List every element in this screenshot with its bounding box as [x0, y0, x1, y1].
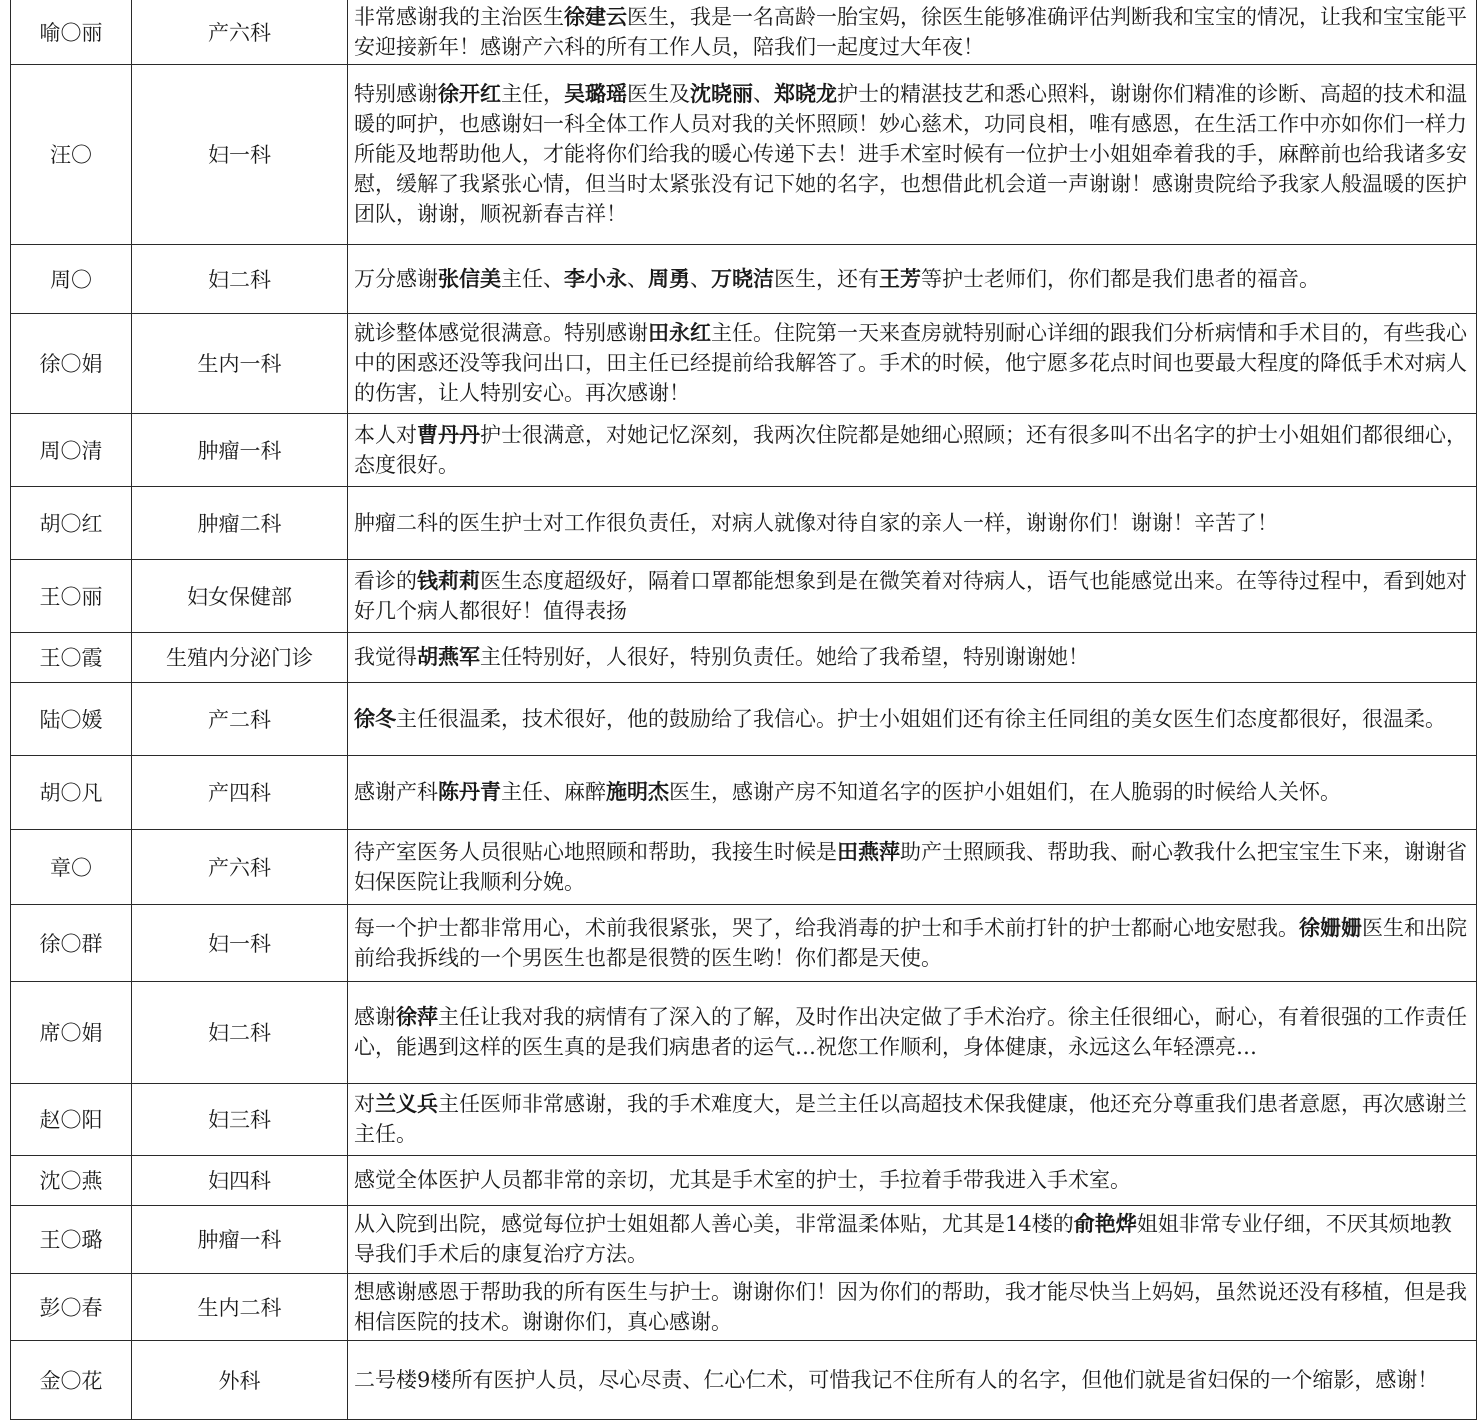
- department-cell: 妇一科: [132, 64, 348, 244]
- staff-name-highlight: 郑晓龙: [774, 81, 837, 106]
- staff-name-highlight: 万晓洁: [711, 265, 774, 291]
- message-text: 主任很温柔，技术很好，他的鼓励给了我信心。护士小姐姐们还有徐主任同组的美女医生们态度都很好，很温柔。: [396, 706, 1446, 731]
- patient-name-cell: 金〇花: [11, 1340, 132, 1419]
- department-cell: 产六科: [132, 0, 348, 64]
- department-cell: 产四科: [132, 755, 348, 829]
- patient-name-cell: 王〇璐: [11, 1205, 132, 1273]
- feedback-message-cell: [348, 413, 1477, 486]
- message-text: 每一个护士都非常用心，术前我很紧张，哭了，给我消毒的护士和手术前打针的护士都耐心地安慰我。: [354, 915, 1299, 940]
- table-row: [11, 413, 1477, 486]
- department-cell: 肿瘤一科: [132, 1205, 348, 1273]
- feedback-message-cell: [348, 682, 1477, 755]
- staff-name-highlight: 田燕萍: [837, 838, 900, 864]
- patient-name-cell: 王〇霞: [11, 632, 132, 682]
- table-row: [11, 829, 1477, 904]
- message-text: 主任医师非常感谢，我的手术难度大，是兰主任以高超技术保我健康，他还充分尊重我们患者意愿，再次感谢兰主任。: [354, 1092, 1467, 1146]
- department-cell: 生内一科: [132, 313, 348, 413]
- feedback-message-cell: [348, 1083, 1477, 1155]
- message-text: 医生，感谢产房不知道名字的医护小姐姐们，在人脆弱的时候给人关怀。: [669, 780, 1341, 804]
- table-row: [11, 981, 1477, 1083]
- message-text: 医生态度超级好，隔着口罩都能想象到是在微笑着对待病人，语气也能感觉出来。在等待过程中，看到她对好几个病人都很好！值得表扬: [354, 568, 1467, 623]
- staff-name-highlight: 沈晓丽: [690, 81, 753, 106]
- table-row: [11, 755, 1477, 829]
- patient-name-cell: 胡〇凡: [11, 755, 132, 829]
- feedback-table-body: [11, 0, 1477, 1419]
- staff-name-highlight: 徐姗姗: [1299, 914, 1362, 940]
- patient-name-cell: 章〇: [11, 829, 132, 904]
- table-row: [11, 1083, 1477, 1155]
- patient-name-cell: 周〇: [11, 244, 132, 313]
- department-cell: 产六科: [132, 829, 348, 904]
- table-row: [11, 904, 1477, 981]
- patient-name-cell: 赵〇阳: [11, 1083, 132, 1155]
- staff-name-highlight: 吴璐瑶: [564, 81, 627, 106]
- message-text: 就诊整体感觉很满意。特别感谢: [354, 321, 648, 345]
- patient-name-cell: 沈〇燕: [11, 1155, 132, 1205]
- staff-name-highlight: 钱莉莉: [417, 567, 480, 593]
- message-text: 医生，我是一名高龄一胎宝妈，徐医生能够准确评估判断我和宝宝的情况，让我和宝宝能平安迎接新年！感谢产六科的所有工作人员，陪我们一起度过大年夜！: [354, 4, 1467, 59]
- staff-name-highlight: 施明杰: [606, 779, 669, 804]
- table-row: [11, 559, 1477, 632]
- department-cell: 妇女保健部: [132, 559, 348, 632]
- message-text: 想感谢感恩于帮助我的所有医生与护士。谢谢你们！因为你们的帮助，我才能尽快当上妈妈，虽然说还没有移植，但是我相信医院的技术。谢谢你们，真心感谢。: [354, 1279, 1467, 1334]
- table-row: [11, 1155, 1477, 1205]
- patient-name-cell: 席〇娟: [11, 981, 132, 1083]
- message-text: 从入院到出院，感觉每位护士姐姐都人善心美，非常温柔体贴，尤其是14楼的: [354, 1212, 1074, 1236]
- department-cell: 妇四科: [132, 1155, 348, 1205]
- message-text: 主任，: [501, 82, 564, 106]
- patient-name-cell: 徐〇娟: [11, 313, 132, 413]
- staff-name-highlight: 张信美: [438, 265, 501, 291]
- message-text: 看诊的: [354, 568, 417, 593]
- table-row: [11, 632, 1477, 682]
- message-text: 特别感谢: [354, 82, 438, 106]
- department-cell: 肿瘤一科: [132, 413, 348, 486]
- feedback-message-cell: [348, 904, 1477, 981]
- message-text: 医生和出院前给我拆线的一个男医生也都是很赞的医生哟！你们都是天使。: [354, 915, 1467, 970]
- message-text: 助产士照顾我、帮助我、耐心教我什么把宝宝生下来，谢谢省妇保医院让我顺利分娩。: [354, 839, 1467, 894]
- department-cell: 妇二科: [132, 244, 348, 313]
- feedback-message-cell: [348, 1273, 1477, 1340]
- department-cell: 肿瘤二科: [132, 486, 348, 559]
- message-text: 主任让我对我的病情有了深入的了解，及时作出决定做了手术治疗。徐主任很细心，耐心，有着很强的工作责任心，能遇到这样的医生真的是我们病患者的运气…祝您工作顺利，身体健康，永远这么年轻漂亮…: [354, 1005, 1467, 1059]
- message-text: 感谢: [354, 1005, 396, 1029]
- message-text: 医生，还有: [774, 266, 879, 291]
- feedback-message-cell: [348, 0, 1477, 64]
- message-text: 主任。住院第一天来查房就特别耐心详细的跟我们分析病情和手术目的，有些我心中的困惑还没等我问出口，田主任已经提前给我解答了。手术的时候，他宁愿多花点时间也要最大程度的降低手术对病人的伤害，让人特别安心。再次感谢！: [354, 321, 1467, 405]
- patient-name-cell: 王〇丽: [11, 559, 132, 632]
- feedback-message-cell: [348, 981, 1477, 1083]
- message-text: 护士很满意，对她记忆深刻，我两次住院都是她细心照顾；还有很多叫不出名字的护士小姐姐们都很细心，态度很好。: [354, 422, 1467, 477]
- table-row: [11, 1205, 1477, 1273]
- patient-name-cell: 彭〇春: [11, 1273, 132, 1340]
- patient-name-cell: 周〇清: [11, 413, 132, 486]
- patient-name-cell: 胡〇红: [11, 486, 132, 559]
- table-row: [11, 64, 1477, 244]
- patient-name-cell: 陆〇媛: [11, 682, 132, 755]
- department-cell: 妇二科: [132, 981, 348, 1083]
- feedback-message-cell: [348, 1155, 1477, 1205]
- message-text: 二号楼9楼所有医护人员，尽心尽责、仁心仁术，可惜我记不住所有人的名字，但他们就是省妇保的一个缩影，感谢！: [354, 1367, 1439, 1392]
- department-cell: 妇三科: [132, 1083, 348, 1155]
- feedback-message-cell: [348, 64, 1477, 244]
- message-text: 待产室医务人员很贴心地照顾和帮助，我接生时候是: [354, 839, 837, 864]
- table-row: [11, 682, 1477, 755]
- patient-name-cell: 喻〇丽: [11, 0, 132, 64]
- department-cell: 妇一科: [132, 904, 348, 981]
- message-text: 感谢产科: [354, 780, 438, 804]
- message-text: 、: [753, 82, 774, 106]
- staff-name-highlight: 徐开红: [438, 81, 501, 106]
- feedback-message-cell: [348, 486, 1477, 559]
- message-text: 、: [690, 266, 711, 291]
- table-row: [11, 1340, 1477, 1419]
- feedback-message-cell: [348, 1205, 1477, 1273]
- message-text: 肿瘤二科的医生护士对工作很负责任，对病人就像对待自家的亲人一样，谢谢你们！谢谢！辛苦了！: [354, 510, 1278, 535]
- message-text: 护士的精湛技艺和悉心照料，谢谢你们精准的诊断、高超的技术和温暖的呵护，也感谢妇一科全体工作人员对我的关怀照顾！妙心慈术，功同良相，唯有感恩，在生活工作中亦如你们一样力所能及地帮助他人，才能将你们给我的暖心传递下去！进手术室时候有一位护士小姐姐牵着我的手，麻醉前也给我诸多安慰，缓解了我紧张心情，但当时太紧张没有记下她的名字，也想借此机会道一声谢谢！感谢贵院给予我家人般温暖的医护团队，谢谢，顺祝新春吉祥！: [354, 82, 1467, 226]
- feedback-message-cell: [348, 1340, 1477, 1419]
- message-text: 感觉全体医护人员都非常的亲切，尤其是手术室的护士，手拉着手带我进入手术室。: [354, 1168, 1131, 1192]
- staff-name-highlight: 周勇: [648, 265, 690, 291]
- staff-name-highlight: 徐冬: [354, 705, 396, 731]
- staff-name-highlight: 徐建云: [564, 3, 627, 29]
- department-cell: 生内二科: [132, 1273, 348, 1340]
- staff-name-highlight: 田永红: [648, 320, 711, 345]
- table-row: [11, 0, 1477, 64]
- feedback-message-cell: [348, 829, 1477, 904]
- table-row: [11, 313, 1477, 413]
- message-text: 等护士老师们，你们都是我们患者的福音。: [921, 266, 1320, 291]
- staff-name-highlight: 徐萍: [396, 1004, 438, 1029]
- department-cell: 外科: [132, 1340, 348, 1419]
- feedback-message-cell: [348, 755, 1477, 829]
- staff-name-highlight: 曹丹丹: [417, 421, 480, 447]
- staff-name-highlight: 胡燕军: [417, 644, 480, 669]
- table-row: [11, 244, 1477, 313]
- message-text: 医生及: [627, 82, 690, 106]
- patient-name-cell: 徐〇群: [11, 904, 132, 981]
- patient-name-cell: 汪〇: [11, 64, 132, 244]
- message-text: 姐姐非常专业仔细，不厌其烦地教导我们手术后的康复治疗方法。: [354, 1212, 1452, 1266]
- message-text: 主任、麻醉: [501, 780, 606, 804]
- staff-name-highlight: 俞艳烨: [1073, 1211, 1137, 1236]
- message-text: 万分感谢: [354, 266, 438, 291]
- feedback-message-cell: [348, 313, 1477, 413]
- message-text: 主任、: [501, 266, 564, 291]
- staff-name-highlight: 李小永: [564, 265, 627, 291]
- table-row: [11, 486, 1477, 559]
- message-text: 非常感谢我的主治医生: [354, 4, 564, 29]
- staff-name-highlight: 陈丹青: [438, 779, 501, 804]
- message-text: 本人对: [354, 422, 417, 447]
- message-text: 对: [354, 1092, 375, 1116]
- message-text: 、: [627, 266, 648, 291]
- staff-name-highlight: 王芳: [879, 265, 921, 291]
- feedback-table: [10, 0, 1477, 1420]
- staff-name-highlight: 兰义兵: [375, 1091, 438, 1116]
- message-text: 主任特别好，人很好，特别负责任。她给了我希望，特别谢谢她！: [480, 645, 1089, 669]
- table-row: [11, 1273, 1477, 1340]
- feedback-message-cell: [348, 632, 1477, 682]
- department-cell: 产二科: [132, 682, 348, 755]
- feedback-message-cell: [348, 244, 1477, 313]
- department-cell: 生殖内分泌门诊: [132, 632, 348, 682]
- message-text: 我觉得: [354, 645, 417, 669]
- feedback-message-cell: [348, 559, 1477, 632]
